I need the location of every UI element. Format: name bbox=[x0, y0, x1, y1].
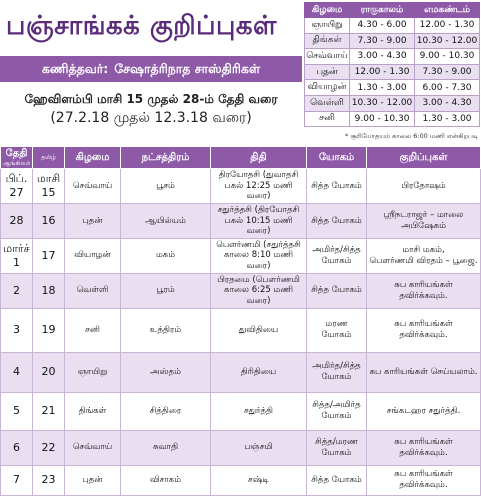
side-cell: 12.00 - 1.30 bbox=[350, 64, 415, 80]
cell-notes: ஸ்ரீநடராஜர் – மாலை அபிஷேகம் bbox=[367, 203, 481, 238]
cell-date-english: பிப். 27 bbox=[1, 169, 33, 204]
side-header-rahu: ராகுகாலம் bbox=[350, 3, 415, 18]
cell-tithi: பஞ்சமி bbox=[211, 430, 307, 465]
side-cell: 4.30 - 6.00 bbox=[350, 18, 415, 34]
cell-date-english: மார்ச் 1 bbox=[1, 238, 33, 273]
cell-tithi: பிரதமை (பௌர்ணமி காலை 6:25 மணி வரை) bbox=[211, 273, 307, 308]
cell-day: செவ்வாய் bbox=[65, 430, 121, 465]
cell-yogam: சித்த/மரண யோகம் bbox=[307, 430, 367, 465]
side-row bbox=[305, 80, 480, 96]
cell-tithi: திரயோதசி (துவாதசி பகல் 12:25 மணி வரை) bbox=[211, 169, 307, 204]
cell-yogam: சித்த யோகம் bbox=[307, 465, 367, 495]
side-cell: திங்கள் bbox=[305, 33, 350, 49]
cell-date-english: 28 bbox=[1, 203, 33, 238]
side-cell: 9.00 - 10.30 bbox=[350, 111, 415, 127]
side-cell: 12.00 - 1.30 bbox=[415, 18, 480, 34]
side-cell: 3.00 - 4.30 bbox=[415, 95, 480, 111]
cell-date-tamil: 21 bbox=[33, 392, 65, 430]
cell-day: புதன் bbox=[65, 203, 121, 238]
cell-date-tamil: 19 bbox=[33, 308, 65, 352]
header-date-label: தேதி bbox=[5, 147, 28, 159]
side-cell: 9.00 - 10.30 bbox=[415, 49, 480, 65]
table-row bbox=[1, 308, 481, 352]
header-star: நட்சத்திரம் bbox=[121, 147, 211, 169]
table-row bbox=[1, 238, 481, 273]
cell-notes: சுப காரியங்கள் தவிர்க்கவும். bbox=[367, 273, 481, 308]
sunrise-note: * சூரியோதயம் காலை 6:00 மணி என்கிறபடி bbox=[345, 132, 478, 140]
side-cell: 1.30 - 3.00 bbox=[415, 111, 480, 127]
cell-date-english: 7 bbox=[1, 465, 33, 495]
cell-date-tamil: 16 bbox=[33, 203, 65, 238]
cell-notes: சுப காரியங்கள் தவிர்க்கவும். bbox=[367, 465, 481, 495]
cell-date-tamil: 22 bbox=[33, 430, 65, 465]
header-day: கிழமை bbox=[65, 147, 121, 169]
author-name: சேஷாத்ரிநாத சாஸ்திரிகள் bbox=[114, 60, 261, 76]
cell-date-english: 4 bbox=[1, 352, 33, 392]
author-banner bbox=[0, 56, 302, 82]
cell-date-tamil: மாசி 15 bbox=[33, 169, 65, 204]
cell-yogam: அமிர்த/சித்த யோகம் bbox=[307, 352, 367, 392]
cell-day: ஞாயிறு bbox=[65, 352, 121, 392]
cell-yogam: அமிர்த/சித்த யோகம் bbox=[307, 238, 367, 273]
cell-yogam: சித்த யோகம் bbox=[307, 169, 367, 204]
side-row bbox=[305, 33, 480, 49]
side-cell: 6.00 - 7.30 bbox=[415, 80, 480, 96]
cell-date-tamil: 20 bbox=[33, 352, 65, 392]
cell-star: ஆயில்யம் bbox=[121, 203, 211, 238]
header-sub-english: ஆங்கிலம் bbox=[2, 159, 31, 167]
side-cell: 7.30 - 9.00 bbox=[415, 64, 480, 80]
cell-notes: சுப காரியங்கள் தவிர்க்கவும். bbox=[367, 308, 481, 352]
table-row bbox=[1, 273, 481, 308]
cell-notes: சுப காரியங்கள் தவிர்க்கவும். bbox=[367, 430, 481, 465]
side-row bbox=[305, 64, 480, 80]
panchangam-table bbox=[0, 146, 481, 496]
side-cell: 10.30 - 12.00 bbox=[415, 33, 480, 49]
cell-date-tamil: 23 bbox=[33, 465, 65, 495]
cell-day: வியாழன் bbox=[65, 238, 121, 273]
cell-tithi: துவிதியை bbox=[211, 308, 307, 352]
author-label: கணித்தவர்: bbox=[41, 60, 109, 76]
side-cell: 7.30 - 9.00 bbox=[350, 33, 415, 49]
cell-day: செவ்வாய் bbox=[65, 169, 121, 204]
cell-yogam: மரண யோகம் bbox=[307, 308, 367, 352]
side-cell: செவ்வாய் bbox=[305, 49, 350, 65]
side-row bbox=[305, 18, 480, 34]
table-row bbox=[1, 465, 481, 495]
cell-tithi: சஷ்டி bbox=[211, 465, 307, 495]
cell-date-english: 3 bbox=[1, 308, 33, 352]
date-range-english: (27.2.18 முதல் 12.3.18 வரை) bbox=[50, 110, 252, 126]
cell-date-english: 6 bbox=[1, 430, 33, 465]
cell-notes: சங்கடஹர சதுர்த்தி. bbox=[367, 392, 481, 430]
cell-yogam: சித்த/அமிர்த யோகம் bbox=[307, 392, 367, 430]
cell-date-tamil: 18 bbox=[33, 273, 65, 308]
page-title: பஞ்சாங்கக் குறிப்புகள் bbox=[6, 10, 277, 41]
cell-star: விசாகம் bbox=[121, 465, 211, 495]
side-header-ema: எமகண்டம் bbox=[415, 3, 480, 18]
cell-star: சுவாதி bbox=[121, 430, 211, 465]
cell-tithi: திரிதியை bbox=[211, 352, 307, 392]
side-cell: சனி bbox=[305, 111, 350, 127]
header-block bbox=[0, 0, 302, 140]
rahu-kalam-table bbox=[304, 2, 480, 127]
side-row bbox=[305, 111, 480, 127]
side-cell: 10.30 - 12.00 bbox=[350, 95, 415, 111]
cell-notes: பிரதோஷம் bbox=[367, 169, 481, 204]
side-cell: ஞாயிறு bbox=[305, 18, 350, 34]
table-row bbox=[1, 430, 481, 465]
side-row bbox=[305, 49, 480, 65]
cell-date-english: 5 bbox=[1, 392, 33, 430]
header-date-tamil bbox=[33, 147, 65, 169]
cell-star: பூசம் bbox=[121, 169, 211, 204]
header-tithi: திதி bbox=[211, 147, 307, 169]
cell-day: புதன் bbox=[65, 465, 121, 495]
cell-yogam: சித்த யோகம் bbox=[307, 273, 367, 308]
side-cell: வியாழன் bbox=[305, 80, 350, 96]
cell-notes: சுப காரியங்கள் செய்யலாம். bbox=[367, 352, 481, 392]
cell-star: பூரம் bbox=[121, 273, 211, 308]
table-row bbox=[1, 169, 481, 204]
table-row bbox=[1, 352, 481, 392]
date-range-tamil: ஹேவிளம்பி மாசி 15 முதல் 28-ம் தேதி வரை bbox=[24, 92, 278, 106]
cell-star: மகம் bbox=[121, 238, 211, 273]
side-cell: புதன் bbox=[305, 64, 350, 80]
cell-day: வெள்ளி bbox=[65, 273, 121, 308]
cell-notes: மாசி மகம், பௌர்ணமி விரதம் – பூஜை. bbox=[367, 238, 481, 273]
side-cell: 1.30 - 3.00 bbox=[350, 80, 415, 96]
side-row bbox=[305, 95, 480, 111]
cell-star: அஸ்தம் bbox=[121, 352, 211, 392]
cell-date-tamil: 17 bbox=[33, 238, 65, 273]
header-sub-tamil: தமிழ் bbox=[41, 153, 56, 161]
header-yogam: யோகம் bbox=[307, 147, 367, 169]
header-date-english bbox=[1, 147, 33, 169]
cell-tithi: பௌர்ணமி (சதுர்த்தசி காலை 8:10 மணி வரை) bbox=[211, 238, 307, 273]
cell-star: சித்திரை bbox=[121, 392, 211, 430]
cell-day: சனி bbox=[65, 308, 121, 352]
cell-tithi: சதுர்த்தசி (திரயோதசி பகல் 10:15 மணி வரை) bbox=[211, 203, 307, 238]
cell-day: திங்கள் bbox=[65, 392, 121, 430]
header-notes: குறிப்புகள் bbox=[367, 147, 481, 169]
table-row bbox=[1, 392, 481, 430]
cell-date-english: 2 bbox=[1, 273, 33, 308]
cell-yogam: சித்த யோகம் bbox=[307, 203, 367, 238]
table-row bbox=[1, 203, 481, 238]
side-cell: வெள்ளி bbox=[305, 95, 350, 111]
cell-tithi: சதுர்த்தி bbox=[211, 392, 307, 430]
side-header-day: கிழமை bbox=[305, 3, 350, 18]
side-cell: 3.00 - 4.30 bbox=[350, 49, 415, 65]
cell-star: உத்திரம் bbox=[121, 308, 211, 352]
